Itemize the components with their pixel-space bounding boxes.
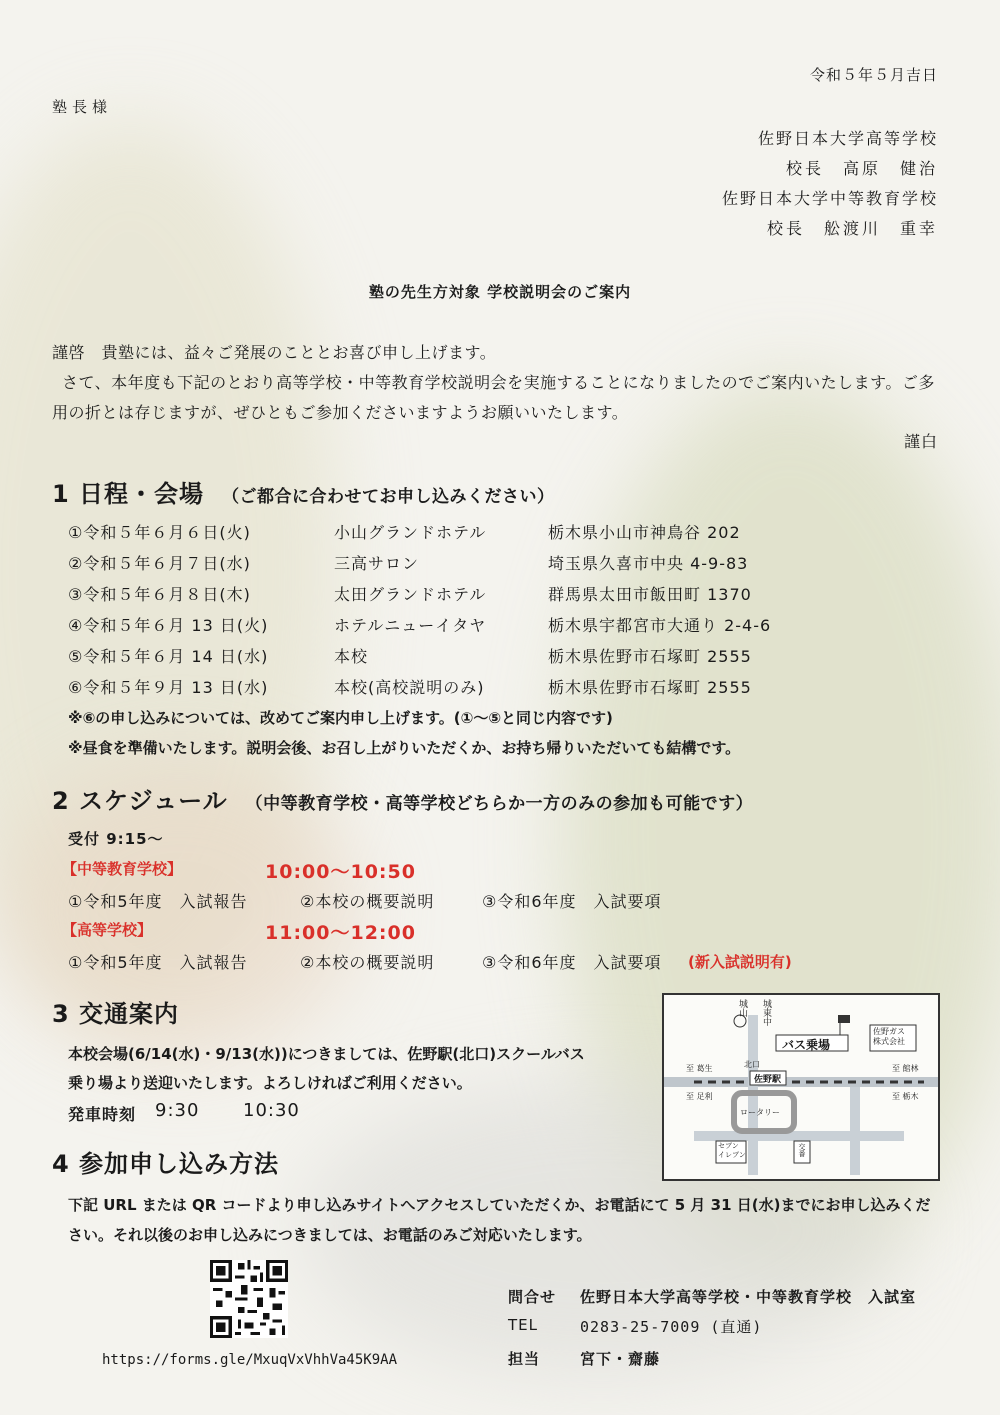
schedule-address: 栃木県宇都宮市大通り 2-4-6 [548, 616, 772, 635]
middle-school-time: 10:00～10:50 [265, 861, 416, 883]
schedule-venue: 本校 [334, 647, 369, 666]
sender-school-high: 佐野日本大学高等学校 [757, 129, 938, 148]
schedule-venue: 本校(高校説明のみ) [334, 678, 485, 697]
map-bus-stop-label: バス乗場 [782, 1038, 831, 1052]
section-2-subtitle: （中等教育学校・高等学校どちらか一方のみの参加も可能です） [245, 794, 754, 814]
agenda-item: ③令和6年度 入試要項 [482, 892, 662, 911]
transport-line: 本校会場(6/14(水)・9/13(水))につきましては、佐野駅(北口)スクールバス [68, 1045, 585, 1063]
section-3-heading [52, 994, 179, 1029]
schedule-address: 栃木県佐野市石塚町 2555 [548, 678, 752, 697]
schedule-date: ⑤令和５年６月 14 日(水) [68, 647, 269, 666]
note: ※⑥の申し込みについては、改めてご案内申し上げます。(①～⑤と同じ内容です) [68, 709, 613, 727]
road-vertical-right [850, 1087, 860, 1175]
schedule-venue: 小山グランドホテル [334, 523, 487, 542]
greeting-line: 謹啓 貴塾には、益々ご発展のこととお喜び申し上げます。 [52, 343, 497, 362]
section-1-title: 1 日程・会場 [52, 480, 205, 508]
map-north-exit-label: 北口 [744, 1060, 760, 1069]
schedule-date: ①令和５年６月６日(火) [68, 523, 251, 542]
issue-date: 令和５年５月吉日 [809, 66, 938, 84]
schedule-venue: 三高サロン [334, 554, 420, 573]
departure-time: 9:30 [155, 1100, 200, 1121]
agenda-item: ②本校の概要説明 [300, 892, 435, 911]
section-2-heading [52, 781, 753, 816]
contact-person-label: 担当 [508, 1350, 541, 1368]
schedule-address: 埼玉県久喜市中央 4-9-83 [548, 554, 749, 573]
map-seven-label: セブン イレブン [718, 1142, 746, 1159]
section-1-subtitle: （ご都合に合わせてお申し込みください） [222, 487, 555, 507]
bus-stop-marker [838, 1015, 850, 1023]
section-2-title: 2 スケジュール [52, 787, 228, 815]
transport-line: 乗り場より送迎いたします。よろしければご利用ください。 [68, 1074, 472, 1092]
page-title: 塾の先生方対象 学校説明会のご案内 [368, 283, 632, 301]
section-4-title: 4 参加申し込み方法 [52, 1150, 280, 1178]
section-3-title: 3 交通案内 [52, 1000, 180, 1028]
map-direction-label: 至 館林 [892, 1064, 919, 1073]
greeting-body: さて、本年度も下記のとおり高等学校・中等教育学校説明会を実施することになりましたのでご案内いたします。ご多用の折とは存じますが、ぜひともご参加くださいますようお願いいたします。 [52, 373, 935, 422]
access-map [662, 993, 940, 1181]
sender-principal-high: 校長 高原 健治 [785, 159, 938, 178]
high-school-time: 11:00～12:00 [265, 922, 416, 944]
schedule-address: 群馬県太田市飯田町 1370 [548, 585, 752, 604]
agenda-item: ①令和5年度 入試報告 [68, 892, 248, 911]
schedule-date: ②令和５年６月７日(水) [68, 554, 251, 573]
departure-label: 発車時刻 [68, 1105, 137, 1124]
road-horizontal-bottom [694, 1131, 904, 1141]
map-direction-label: 至 葛生 [686, 1064, 713, 1073]
reception-time: 受付 9:15～ [68, 830, 164, 848]
section-4-heading [52, 1144, 279, 1179]
map-station-label: 佐野駅 [754, 1075, 782, 1085]
sender-principal-middle: 校長 舩渡川 重幸 [766, 219, 938, 238]
middle-school-label: 【中等教育学校】 [62, 860, 183, 878]
qr-code[interactable] [210, 1260, 288, 1338]
high-school-label: 【高等学校】 [62, 921, 153, 939]
schedule-date: ④令和５年６月 13 日(火) [68, 616, 269, 635]
application-body: 下記 URL または QR コードより申し込みサイトへアクセスしていただくか、お電話にて 5 月 31 日(水)までにお申し込みください。それ以後のお申し込みにつきましては、お電話のみご対応いたします。 [68, 1196, 931, 1244]
closing: 謹白 [903, 432, 938, 451]
note: ※昼食を準備いたします。説明会後、お召し上がりいただくか、お持ち帰りいただいても結構です。 [68, 739, 741, 757]
map-gas-label: 佐野ガス 株式会社 [873, 1027, 905, 1046]
map-junior-high-label: 城東中 [761, 999, 771, 1026]
contact-tel-label: TEL [508, 1316, 538, 1334]
application-url[interactable]: https://forms.gle/MxuqVxVhhVa45K9AA [102, 1352, 398, 1368]
map-castle-label: 城山 [737, 999, 747, 1017]
schedule-date: ③令和５年６月８日(木) [68, 585, 251, 604]
contact-person: 宮下・齋藤 [580, 1350, 661, 1368]
schedule-address: 栃木県佐野市石塚町 2555 [548, 647, 752, 666]
map-direction-label: 至 栃木 [892, 1092, 919, 1101]
section-1-heading [52, 474, 555, 509]
schedule-venue: 太田グランドホテル [334, 585, 487, 604]
schedule-date: ⑥令和５年９月 13 日(水) [68, 678, 269, 697]
agenda-item: ①令和5年度 入試報告 [68, 953, 248, 972]
agenda-item: ②本校の概要説明 [300, 953, 435, 972]
schedule-address: 栃木県小山市神鳥谷 202 [548, 523, 741, 542]
map-koban-label: 交番 [798, 1143, 806, 1157]
schedule-venue: ホテルニューイタヤ [334, 616, 487, 635]
sender-school-middle: 佐野日本大学中等教育学校 [721, 189, 938, 208]
contact-tel[interactable]: 0283-25-7009 (直通) [580, 1318, 763, 1336]
map-direction-label: 至 足利 [686, 1092, 713, 1101]
recipient: 塾長様 [52, 98, 113, 116]
new-exam-note: (新入試説明有) [688, 953, 792, 971]
map-rotary-label: ロータリー [740, 1108, 780, 1117]
departure-time: 10:30 [243, 1100, 300, 1121]
contact-inquiry-label: 問合せ [508, 1288, 557, 1306]
agenda-item: ③令和6年度 入試要項 [482, 953, 662, 972]
contact-inquiry: 佐野日本大学高等学校・中等教育学校 入試室 [580, 1288, 917, 1306]
